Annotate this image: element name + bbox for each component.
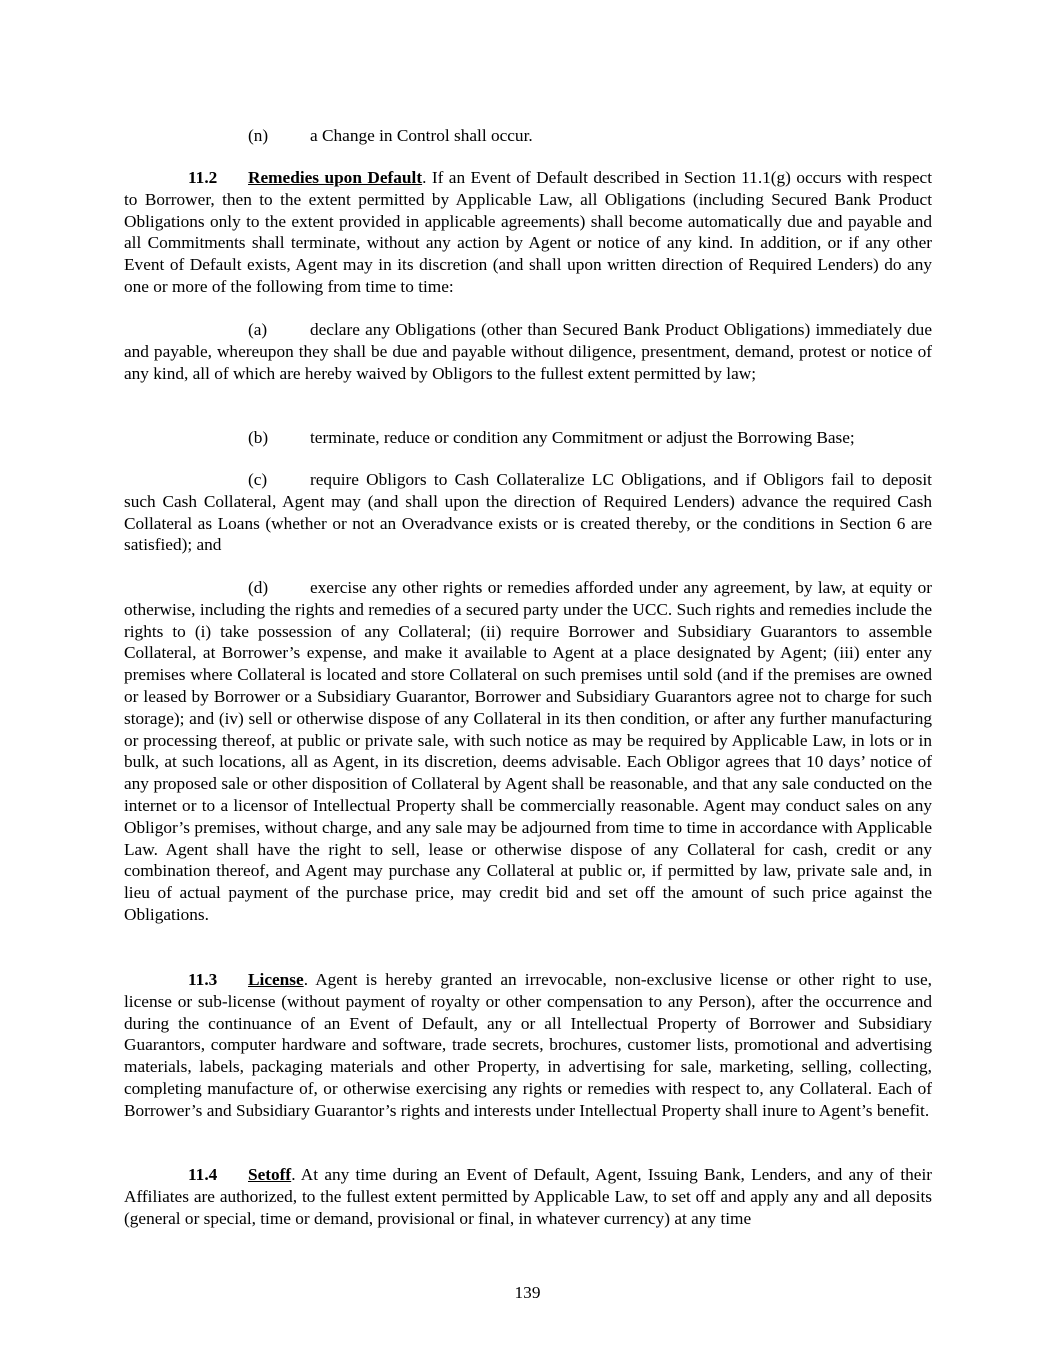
section-number: 11.4	[188, 1165, 218, 1184]
clause-c	[124, 469, 932, 556]
clause-text: a Change in Control shall occur.	[310, 126, 533, 145]
section-title: Remedies upon Default	[248, 168, 423, 187]
clause-text: require Obligors to Cash Collateralize LC Obligations, and if Obligors fail to deposit such Cash Collateral, Agent may (and shall upon the direction of Required Lenders) advance the required Cash Collateral as Loans (whether or not an Overadvance exists or is created thereby, or the conditions in Section 6 are satisfied); and	[124, 470, 932, 555]
section-text: . At any time during an Event of Default, Agent, Issuing Bank, Lenders, and any of their Affiliates are authorized, to the fullest extent permitted by Applicable Law, to set off and apply any and all deposits (general or special, time or demand, provisional or final, in whatever currency) at any time	[124, 1165, 932, 1228]
section-text: . Agent is hereby granted an irrevocable, non-exclusive license or other right to use, license or sub-license (without payment of royalty or other compensation to any Person), after the occurrence and during the continuance of an Event of Default, any or all Intellectual Property of Borrower and Subsidiary Guarantors, computer hardware and software, trade secrets, brochures, customer lists, promotional and advertising materials, labels, packaging materials and other Property, in advertising for sale, marketing, selling, collecting, completing manufacture of, or otherwise exercising any rights or remedies with respect to, any Collateral. Each of Borrower’s and Subsidiary Guarantor’s rights and interests under Intellectual Property shall inure to Agent’s benefit.	[124, 970, 932, 1120]
clause-n	[124, 125, 932, 147]
section-number: 11.2	[188, 168, 218, 187]
section-title: License	[248, 970, 304, 989]
page-number: 139	[514, 1283, 541, 1302]
clause-label: (b)	[248, 428, 269, 447]
clause-text: exercise any other rights or remedies afforded under any agreement, by law, at equity or otherwise, including the rights and remedies of a secured party under the UCC. Such rights and remedies include the rights to (i) take possession of any Collateral; (ii) require Borrower and Subsidiary Guarantors to assemble Collateral, at Borrower’s expense, and make it available to Agent at a place designated by Agent; (iii) enter any premises where Collateral is located and store Collateral on such premises until sold (and if the premises are owned or leased by Borrower or a Subsidiary Guarantor, Borrower and Subsidiary Guarantors agree not to charge for such storage); and (iv) sell or otherwise dispose of any Collateral in its then condition, or after any further manufacturing or processing thereof, at public or private sale, with such notice as may be required by Applicable Law, in lots or in bulk, at such locations, all as Agent, in its discretion, deems advisable. Each Obligor agrees that 10 days’ notice of any proposed sale or other disposition of Collateral by Agent shall be reasonable, and that any sale conducted on the internet or to a licensor of Intellectual Property shall be commercially reasonable. Agent may conduct sales on any Obligor’s premises, without charge, and any sale may be adjourned from time to time in accordance with Applicable Law. Agent shall have the right to sell, lease or otherwise dispose of any Collateral for cash, credit or any combination thereof, and Agent may purchase any Collateral at public or, if permitted by law, private sale and, in lieu of actual payment of the purchase price, may credit bid and set off the amount of such price against the Obligations.	[124, 578, 932, 924]
clause-label: (n)	[248, 126, 269, 145]
clause-text: terminate, reduce or condition any Commitment or adjust the Borrowing Base;	[310, 428, 855, 447]
clause-label: (c)	[248, 470, 268, 489]
clause-label: (d)	[248, 578, 269, 597]
clause-b	[124, 427, 932, 449]
clause-a	[124, 319, 932, 384]
section-number: 11.3	[188, 970, 218, 989]
section-title: Setoff	[248, 1165, 292, 1184]
section-11-4	[124, 1164, 932, 1229]
clause-label: (a)	[248, 320, 268, 339]
clause-d	[124, 577, 932, 926]
section-11-2	[124, 167, 932, 298]
clause-text: declare any Obligations (other than Secured Bank Product Obligations) immediately due and payable, whereupon they shall be due and payable without diligence, presentment, demand, protest or notice of any kind, all of which are hereby waived by Obligors to the fullest extent permitted by law;	[124, 320, 932, 383]
section-11-3	[124, 969, 932, 1122]
section-text: . If an Event of Default described in Section 11.1(g) occurs with respect to Borrower, then to the extent permitted by Applicable Law, all Obligations (including Secured Bank Product Obligations only to the extent provided in applicable agreements) shall become automatically due and payable and all Commitments shall terminate, without any action by Agent or notice of any kind. In addition, or if any other Event of Default exists, Agent may in its discretion (and shall upon written direction of Required Lenders) do any one or more of the following from time to time:	[124, 168, 932, 296]
